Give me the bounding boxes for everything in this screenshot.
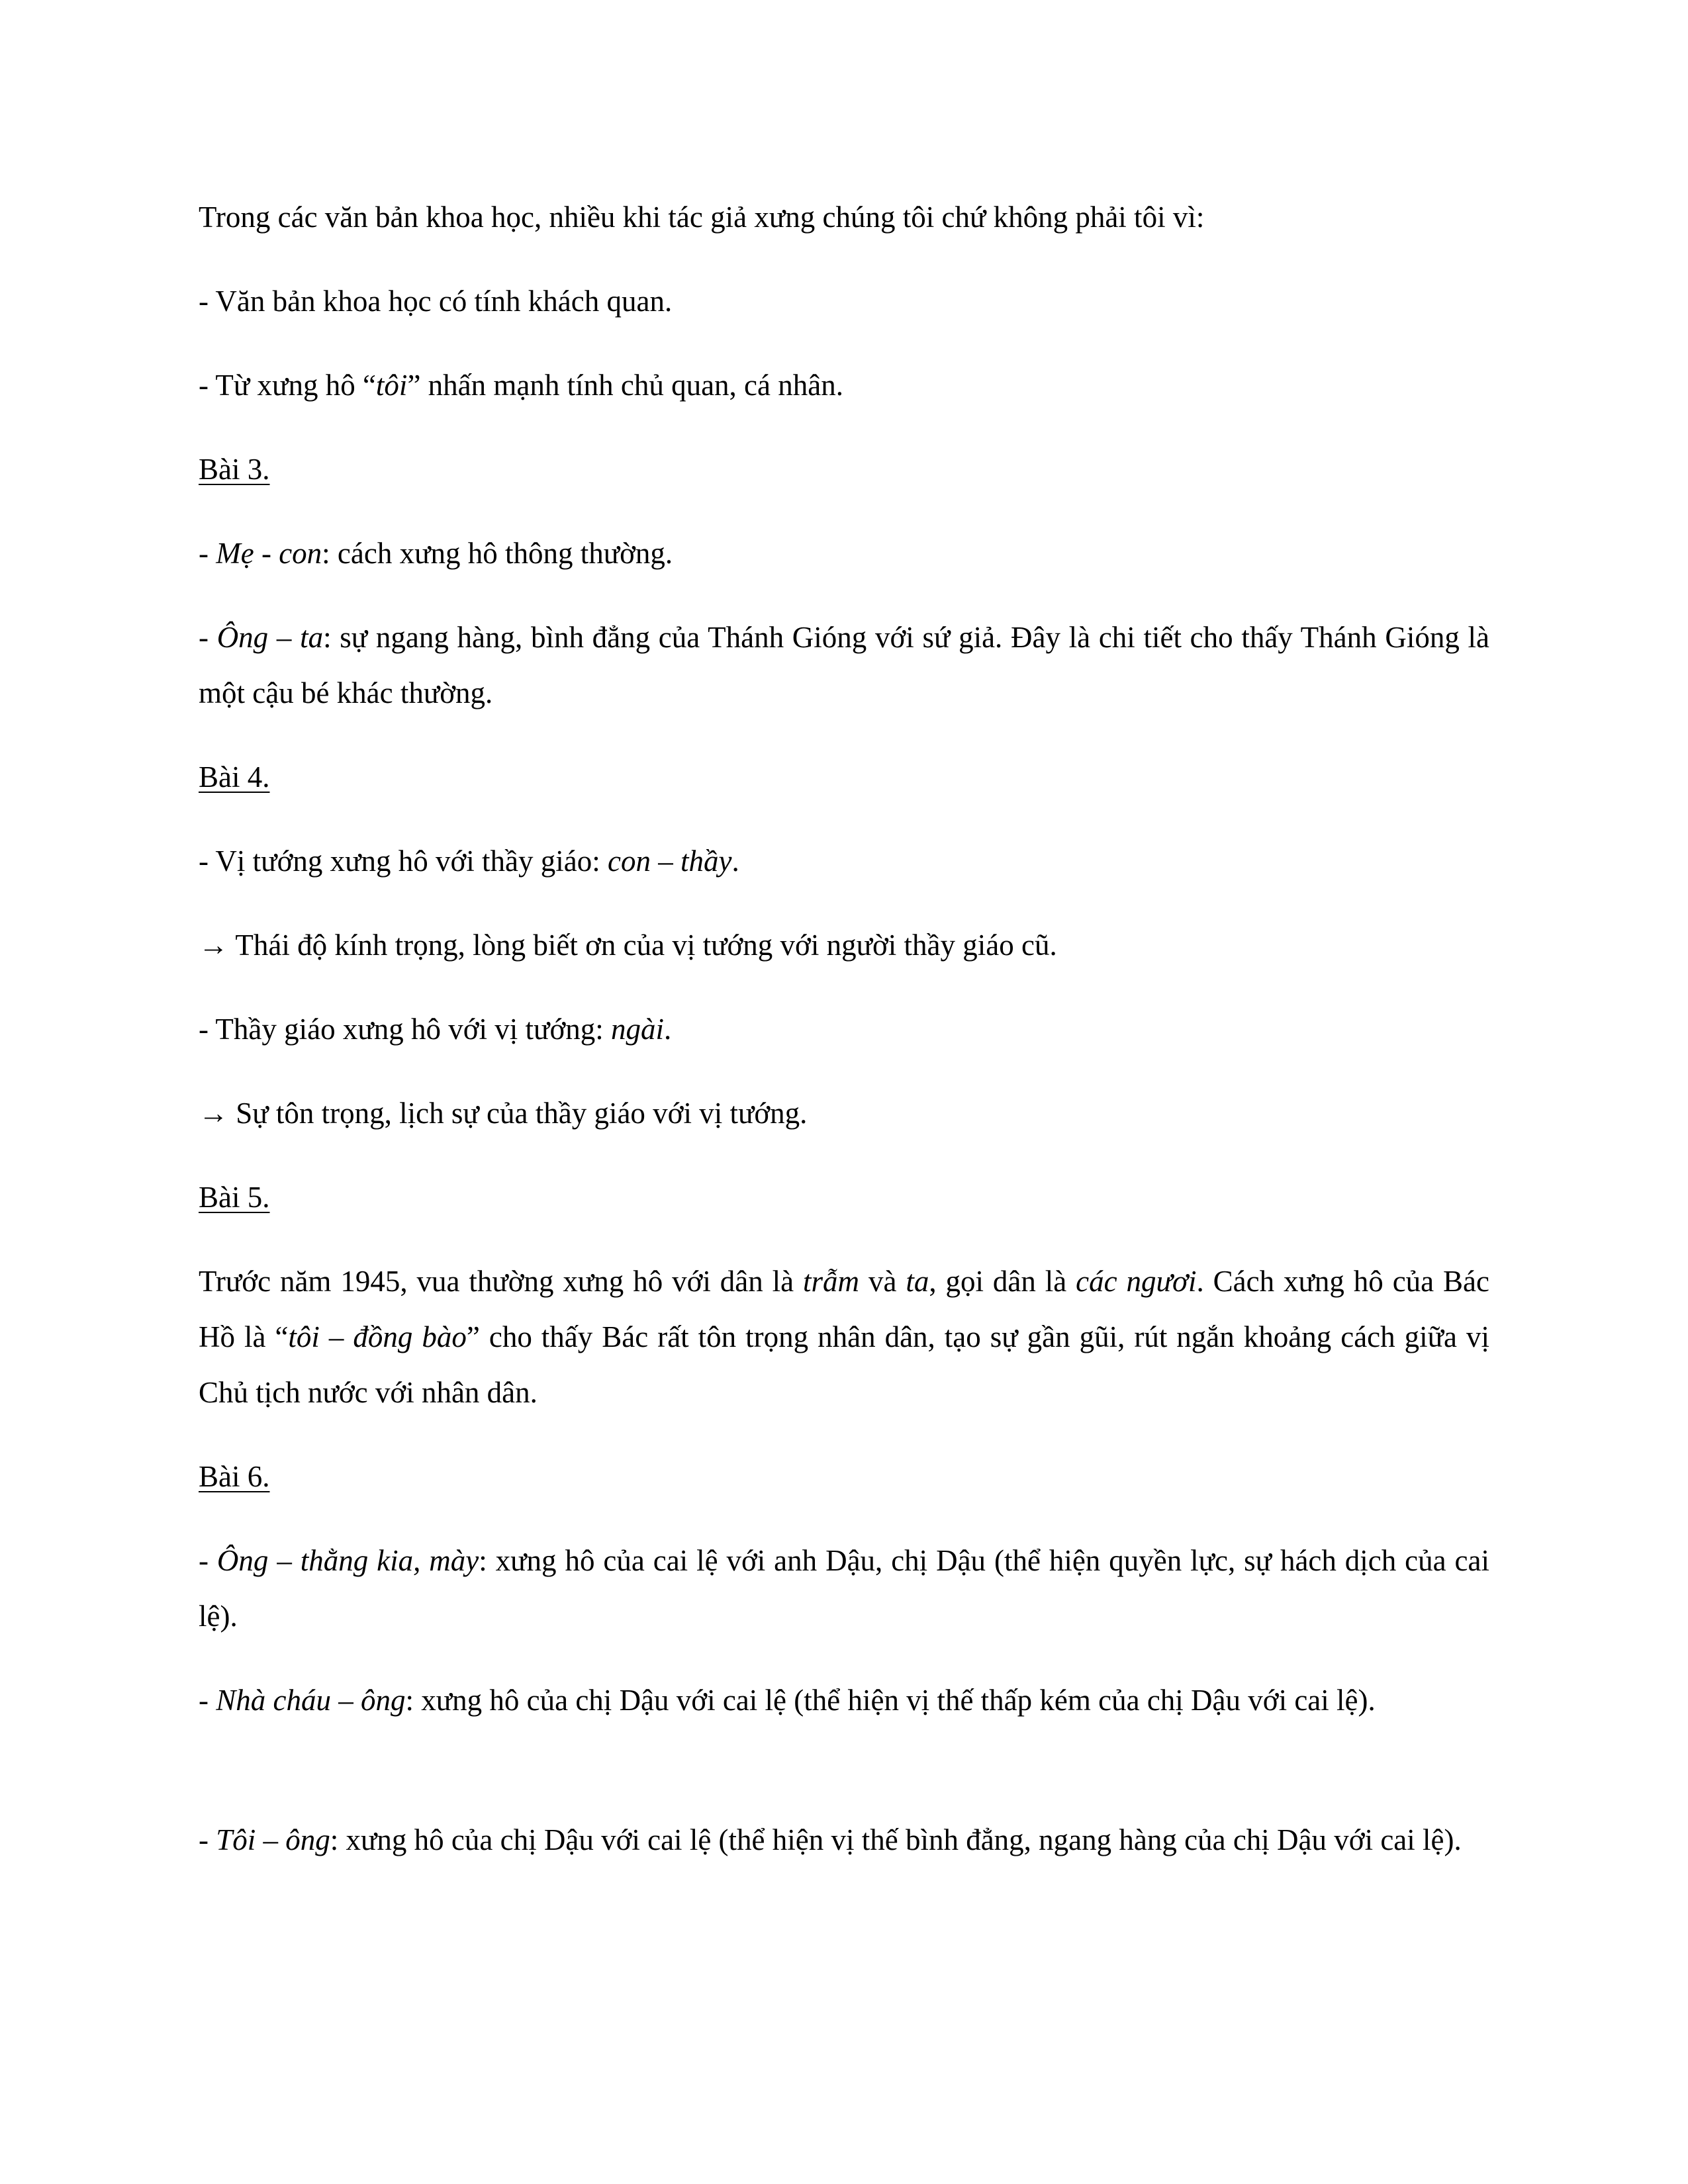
intro-bullet-subjective xyxy=(199,357,1489,413)
item-prefix: - xyxy=(199,1823,216,1856)
intro-bullet-term: tôi xyxy=(375,369,408,402)
document-page xyxy=(199,0,1489,2184)
line-text: - Thầy giáo xưng hô với vị tướng: xyxy=(199,1013,611,1046)
bai5-heading xyxy=(199,1169,1489,1225)
section-heading: Bài 5. xyxy=(199,1181,270,1214)
item-text: : xưng hô của chị Dậu với cai lệ (thể hiện vị thế bình đẳng, ngang hàng của chị Dậu với cai lệ). xyxy=(330,1823,1462,1856)
item-text: : sự ngang hàng, bình đẳng của Thánh Gióng với sứ giả. Đây là chi tiết cho thấy Thánh Gióng là một cậu bé khác thường. xyxy=(199,621,1489,709)
bai4-line-general xyxy=(199,833,1489,889)
intro-bullet-objective xyxy=(199,273,1489,329)
intro-text: Trong các văn bản khoa học, nhiều khi tác giả xưng chúng tôi chứ không phải tôi vì: xyxy=(199,201,1205,234)
line-text: → Thái độ kính trọng, lòng biết ơn của vị tướng với người thầy giáo cũ. xyxy=(199,929,1057,962)
bai6-item-toi-ong xyxy=(199,1812,1489,1868)
bai6-item-nha-chau xyxy=(199,1672,1489,1728)
bai3-item-ong-ta xyxy=(199,610,1489,721)
intro-paragraph xyxy=(199,189,1489,245)
bai4-heading xyxy=(199,749,1489,805)
line-term: con – thầy xyxy=(608,844,732,878)
line-text: → Sự tôn trọng, lịch sự của thầy giáo với vị tướng. xyxy=(199,1097,808,1130)
intro-bullet-suffix: ” nhấn mạnh tính chủ quan, cá nhân. xyxy=(407,369,843,402)
line-suffix: . xyxy=(731,844,739,878)
intro-bullet-text: - Văn bản khoa học có tính khách quan. xyxy=(199,285,673,318)
term-ta: ta xyxy=(906,1265,929,1298)
line-suffix: . xyxy=(664,1013,672,1046)
section-heading: Bài 6. xyxy=(199,1460,270,1493)
item-term: Ông – ta xyxy=(216,621,324,654)
bai6-item-ong-thang-kia xyxy=(199,1533,1489,1644)
item-term: Tôi – ông xyxy=(216,1823,330,1856)
paragraph-text: ” cho thấy Bác rất tôn trọng nhân dân, tạo sự gần gũi, rút ngắn khoảng cách giữa vị Chủ tịch nước với nhân dân. xyxy=(199,1320,1489,1409)
bai3-heading xyxy=(199,441,1489,497)
bai4-line-teacher xyxy=(199,1001,1489,1057)
bai4-line-teacher-meaning xyxy=(199,1085,1489,1141)
paragraph-text: Trước năm 1945, vua thường xưng hô với dân là xyxy=(199,1265,804,1298)
item-term: Ông – thằng kia, mày xyxy=(216,1544,479,1577)
item-text: : xưng hô của cai lệ với anh Dậu, chị Dậu (thể hiện quyền lực, sự hách dịch của cai lệ). xyxy=(199,1544,1489,1633)
intro-bullet-prefix: - Từ xưng hô “ xyxy=(199,369,376,402)
section-heading: Bài 3. xyxy=(199,453,270,486)
term-cac-nguoi: các ngươi xyxy=(1076,1265,1197,1298)
line-text: - Vị tướng xưng hô với thầy giáo: xyxy=(199,844,608,878)
item-text: : xưng hô của chị Dậu với cai lệ (thể hiện vị thế thấp kém của chị Dậu với cai lệ). xyxy=(405,1684,1376,1717)
paragraph-text: . Cách xưng hô của Bác Hồ là “ xyxy=(199,1265,1489,1353)
item-prefix: - xyxy=(199,1544,217,1577)
section-heading: Bài 4. xyxy=(199,760,270,794)
item-text: : cách xưng hô thông thường. xyxy=(322,537,673,570)
line-term: ngài xyxy=(611,1013,665,1046)
item-prefix: - xyxy=(199,537,216,570)
term-tram: trẫm xyxy=(803,1265,860,1298)
item-prefix: - xyxy=(199,1684,216,1717)
bai6-heading xyxy=(199,1449,1489,1504)
bai5-paragraph xyxy=(199,1253,1489,1420)
item-term: Mẹ - con xyxy=(216,537,322,570)
paragraph-text: và xyxy=(859,1265,906,1298)
paragraph-text: , gọi dân là xyxy=(929,1265,1076,1298)
item-term: Nhà cháu – ông xyxy=(216,1684,406,1717)
bai4-line-general-meaning xyxy=(199,917,1489,973)
bai3-item-me-con xyxy=(199,525,1489,581)
term-toi-dong-bao: tôi – đồng bào xyxy=(288,1320,467,1353)
item-prefix: - xyxy=(199,621,217,654)
